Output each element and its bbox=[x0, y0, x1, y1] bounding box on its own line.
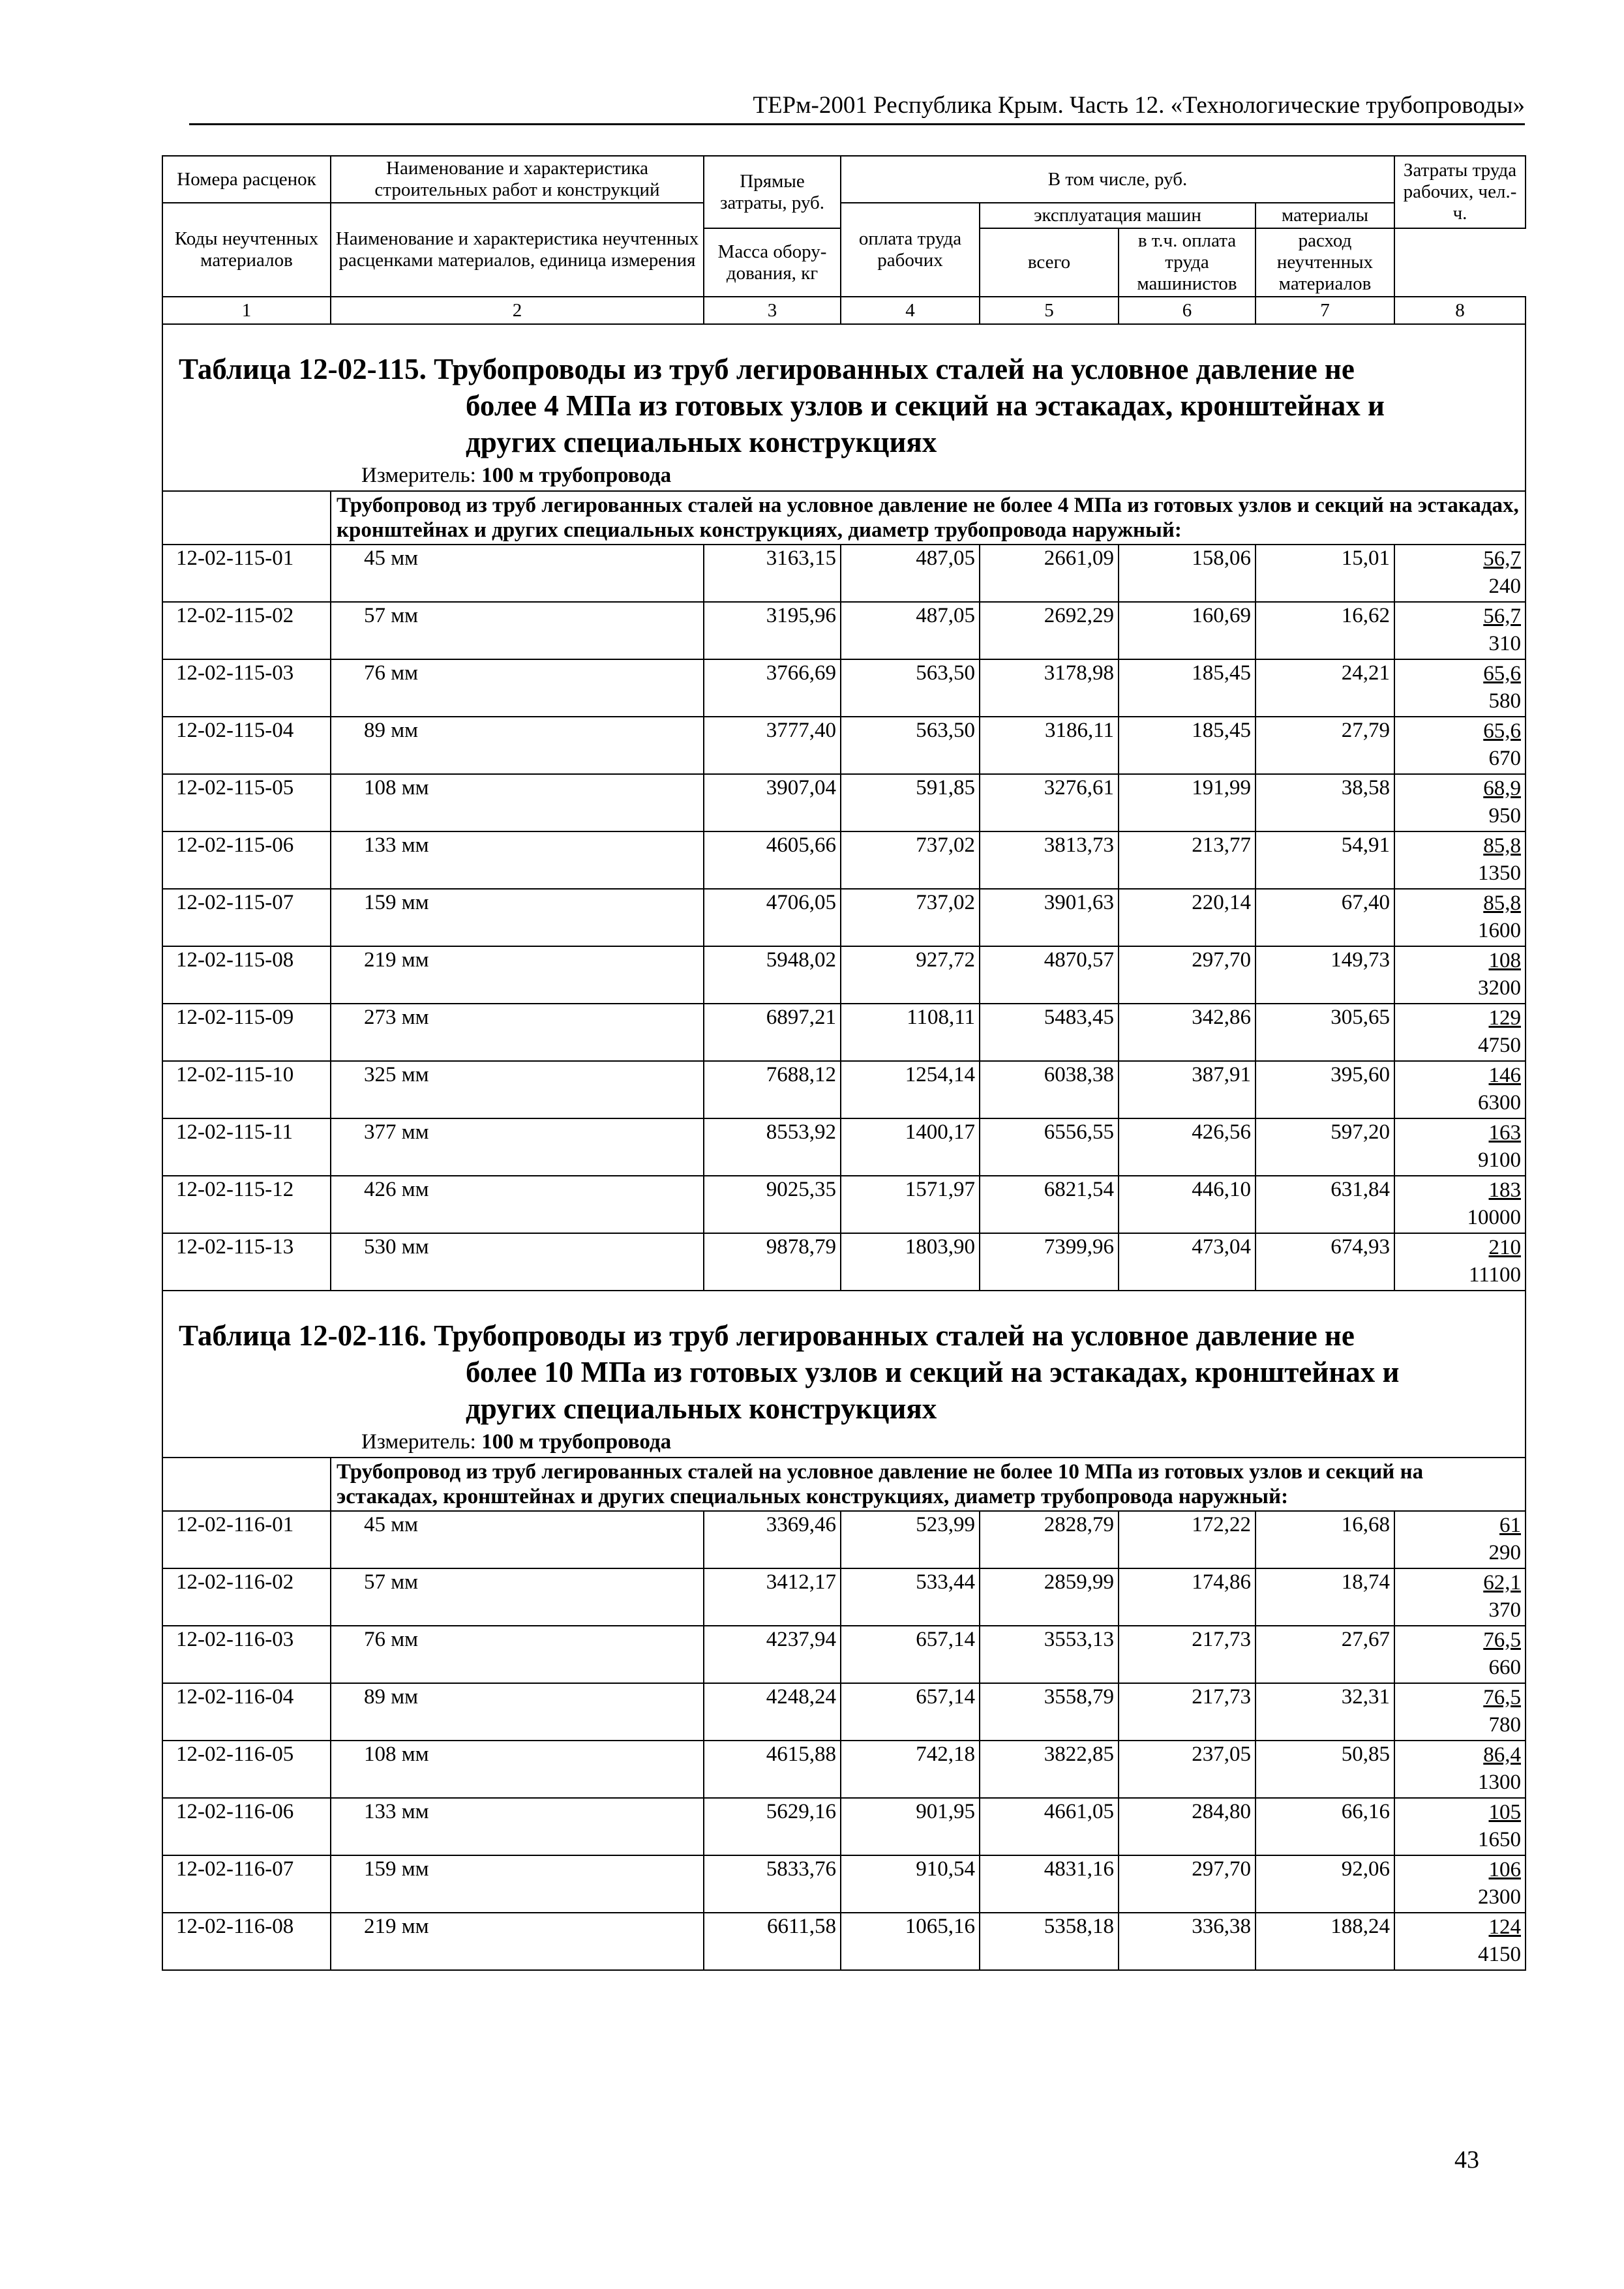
table-row bbox=[162, 602, 1526, 659]
cell-direct: 4605,66 bbox=[704, 831, 841, 889]
header-col2-top: Наименование и характеристика строительных работ и конструкций bbox=[331, 156, 704, 203]
rate-name: 219 мм bbox=[331, 946, 704, 1004]
cell-machines: 2692,29 bbox=[980, 602, 1119, 659]
table-row bbox=[162, 1004, 1526, 1061]
rate-code: 12-02-116-05 bbox=[162, 1741, 331, 1798]
rate-name: 219 мм bbox=[331, 1913, 704, 1970]
cell-operators: 446,10 bbox=[1119, 1176, 1256, 1233]
rate-name: 57 мм bbox=[331, 1568, 704, 1626]
cell-materials: 92,06 bbox=[1256, 1855, 1394, 1913]
equipment-mass: 1300 bbox=[1478, 1771, 1521, 1794]
cell-machines: 3822,85 bbox=[980, 1741, 1119, 1798]
table-row bbox=[162, 1741, 1526, 1798]
rate-name: 325 мм bbox=[331, 1061, 704, 1118]
rate-code: 12-02-116-01 bbox=[162, 1511, 331, 1568]
cell-materials: 674,93 bbox=[1256, 1233, 1394, 1291]
table-title bbox=[163, 325, 1525, 490]
cell-direct: 6611,58 bbox=[704, 1913, 841, 1970]
table-title-line: более 4 МПа из готовых узлов и секций на эстакадах, кронштейнах и bbox=[466, 389, 1385, 422]
cell-materials: 16,62 bbox=[1256, 602, 1394, 659]
cell-materials: 395,60 bbox=[1256, 1061, 1394, 1118]
cell-machines: 3901,63 bbox=[980, 889, 1119, 946]
cell-direct: 3163,15 bbox=[704, 545, 841, 602]
table-row bbox=[162, 1061, 1526, 1118]
rate-code: 12-02-116-08 bbox=[162, 1913, 331, 1970]
cell-operators: 185,45 bbox=[1119, 717, 1256, 774]
cell-labor-mass bbox=[1394, 1061, 1526, 1118]
table-row bbox=[162, 1683, 1526, 1741]
rate-name: 89 мм bbox=[331, 1683, 704, 1741]
equipment-mass: 3200 bbox=[1478, 976, 1521, 1000]
group-row bbox=[162, 1458, 1526, 1511]
cell-labor-mass bbox=[1394, 1511, 1526, 1568]
rate-name: 273 мм bbox=[331, 1004, 704, 1061]
table-title-cell bbox=[162, 324, 1526, 491]
header-materials: материалы bbox=[1256, 203, 1394, 228]
rate-code: 12-02-116-06 bbox=[162, 1798, 331, 1855]
labor-hours: 65,6 bbox=[1483, 662, 1521, 685]
rate-name: 76 мм bbox=[331, 1626, 704, 1683]
cell-operators: 426,56 bbox=[1119, 1118, 1256, 1176]
rate-code: 12-02-115-03 bbox=[162, 659, 331, 717]
cell-direct: 3907,04 bbox=[704, 774, 841, 831]
table-title-line: других специальных конструкциях bbox=[466, 426, 937, 458]
column-number: 6 bbox=[1119, 297, 1256, 324]
measure-unit bbox=[179, 460, 1525, 490]
labor-hours: 56,7 bbox=[1483, 547, 1521, 571]
group-empty-cell bbox=[162, 491, 331, 545]
header-col6: в т.ч. оплата труда машинистов bbox=[1119, 228, 1256, 297]
table-row bbox=[162, 1626, 1526, 1683]
cell-machines: 3178,98 bbox=[980, 659, 1119, 717]
equipment-mass: 240 bbox=[1488, 575, 1521, 598]
table-row bbox=[162, 1176, 1526, 1233]
table-title-line: Таблица 12-02-116. Трубопроводы из труб легированных сталей на условное давление не bbox=[179, 1319, 1355, 1352]
group-description: Трубопровод из труб легированных сталей на условное давление не более 4 МПа из готовых узлов и секций на эстакадах, кронштейнах и других специальных конструкциях, диаметр трубопровода наружный: bbox=[331, 491, 1526, 545]
cell-labor-mass bbox=[1394, 1855, 1526, 1913]
rate-name: 45 мм bbox=[331, 1511, 704, 1568]
table-title-row bbox=[162, 1291, 1526, 1458]
labor-hours: 129 bbox=[1488, 1006, 1521, 1030]
labor-hours: 65,6 bbox=[1483, 719, 1521, 743]
table-title-line: других специальных конструкциях bbox=[466, 1392, 937, 1425]
labor-hours: 62,1 bbox=[1483, 1571, 1521, 1594]
cell-direct: 3412,17 bbox=[704, 1568, 841, 1626]
cell-labor: 1254,14 bbox=[841, 1061, 980, 1118]
cell-materials: 149,73 bbox=[1256, 946, 1394, 1004]
cell-labor-mass bbox=[1394, 1798, 1526, 1855]
table-row bbox=[162, 1568, 1526, 1626]
cell-operators: 336,38 bbox=[1119, 1913, 1256, 1970]
table-row bbox=[162, 1855, 1526, 1913]
cell-machines: 3186,11 bbox=[980, 717, 1119, 774]
header-col8-top: Затраты труда рабочих, чел.-ч. bbox=[1394, 156, 1526, 228]
group-description: Трубопровод из труб легированных сталей на условное давление не более 10 МПа из готовых узлов и секций на эстакадах, кронштейнах и других специальных конструкциях, диаметр трубопровода наружный: bbox=[331, 1458, 1526, 1511]
labor-hours: 56,7 bbox=[1483, 605, 1521, 628]
cell-direct: 3777,40 bbox=[704, 717, 841, 774]
table-row bbox=[162, 946, 1526, 1004]
labor-hours: 61 bbox=[1499, 1514, 1521, 1537]
rate-code: 12-02-115-05 bbox=[162, 774, 331, 831]
cell-operators: 297,70 bbox=[1119, 1855, 1256, 1913]
header-col4: оплата труда рабочих bbox=[841, 203, 980, 297]
table-title-line: Таблица 12-02-115. Трубопроводы из труб легированных сталей на условное давление не bbox=[179, 353, 1355, 385]
cell-materials: 16,68 bbox=[1256, 1511, 1394, 1568]
cell-labor-mass bbox=[1394, 1913, 1526, 1970]
rate-name: 76 мм bbox=[331, 659, 704, 717]
labor-hours: 76,5 bbox=[1483, 1628, 1521, 1652]
cell-labor: 591,85 bbox=[841, 774, 980, 831]
table-title bbox=[163, 1291, 1525, 1457]
cell-labor: 742,18 bbox=[841, 1741, 980, 1798]
labor-hours: 210 bbox=[1488, 1236, 1521, 1259]
cell-materials: 38,58 bbox=[1256, 774, 1394, 831]
table-row bbox=[162, 831, 1526, 889]
table-row bbox=[162, 1511, 1526, 1568]
cell-machines: 2828,79 bbox=[980, 1511, 1119, 1568]
rate-code: 12-02-115-10 bbox=[162, 1061, 331, 1118]
cell-labor: 737,02 bbox=[841, 831, 980, 889]
rate-code: 12-02-115-08 bbox=[162, 946, 331, 1004]
cell-machines: 4661,05 bbox=[980, 1798, 1119, 1855]
rate-code: 12-02-115-06 bbox=[162, 831, 331, 889]
header-col5: всего bbox=[980, 228, 1119, 297]
rate-code: 12-02-116-04 bbox=[162, 1683, 331, 1741]
header-col3: Прямые затраты, руб. bbox=[704, 156, 841, 228]
equipment-mass: 310 bbox=[1488, 632, 1521, 655]
rate-code: 12-02-115-09 bbox=[162, 1004, 331, 1061]
cell-labor-mass bbox=[1394, 659, 1526, 717]
measure-value: 100 м трубопровода bbox=[481, 1430, 672, 1454]
cell-direct: 5833,76 bbox=[704, 1855, 841, 1913]
cell-materials: 18,74 bbox=[1256, 1568, 1394, 1626]
measure-label: Измеритель: bbox=[361, 1430, 476, 1454]
rate-code: 12-02-115-11 bbox=[162, 1118, 331, 1176]
measure-unit bbox=[179, 1427, 1525, 1457]
cell-labor: 523,99 bbox=[841, 1511, 980, 1568]
cell-operators: 237,05 bbox=[1119, 1741, 1256, 1798]
cell-labor: 487,05 bbox=[841, 545, 980, 602]
equipment-mass: 670 bbox=[1488, 747, 1521, 770]
cell-labor-mass bbox=[1394, 602, 1526, 659]
cell-labor: 1571,97 bbox=[841, 1176, 980, 1233]
header-col8-bottom: Масса обору-дования, кг bbox=[704, 228, 841, 297]
cell-labor-mass bbox=[1394, 946, 1526, 1004]
header-machines: эксплуатация машин bbox=[980, 203, 1256, 228]
cell-machines: 3558,79 bbox=[980, 1683, 1119, 1741]
labor-hours: 68,9 bbox=[1483, 777, 1521, 800]
cell-machines: 3553,13 bbox=[980, 1626, 1119, 1683]
column-number: 2 bbox=[331, 297, 704, 324]
measure-label: Измеритель: bbox=[361, 464, 476, 487]
rate-name: 426 мм bbox=[331, 1176, 704, 1233]
labor-hours: 76,5 bbox=[1483, 1686, 1521, 1709]
labor-hours: 85,8 bbox=[1483, 834, 1521, 858]
equipment-mass: 10000 bbox=[1467, 1206, 1521, 1229]
cell-direct: 4615,88 bbox=[704, 1741, 841, 1798]
cell-materials: 188,24 bbox=[1256, 1913, 1394, 1970]
column-number: 7 bbox=[1256, 297, 1394, 324]
measure-value: 100 м трубопровода bbox=[481, 464, 672, 487]
labor-hours: 108 bbox=[1488, 949, 1521, 972]
cell-machines: 5483,45 bbox=[980, 1004, 1119, 1061]
cell-direct: 3195,96 bbox=[704, 602, 841, 659]
cell-operators: 342,86 bbox=[1119, 1004, 1256, 1061]
rate-code: 12-02-115-13 bbox=[162, 1233, 331, 1291]
column-number: 3 bbox=[704, 297, 841, 324]
document-body bbox=[162, 155, 1525, 1971]
equipment-mass: 2300 bbox=[1478, 1885, 1521, 1909]
equipment-mass: 11100 bbox=[1468, 1263, 1521, 1287]
cell-machines: 2859,99 bbox=[980, 1568, 1119, 1626]
cell-operators: 191,99 bbox=[1119, 774, 1256, 831]
labor-hours: 106 bbox=[1488, 1858, 1521, 1881]
equipment-mass: 580 bbox=[1488, 689, 1521, 713]
cell-direct: 9878,79 bbox=[704, 1233, 841, 1291]
column-number: 1 bbox=[162, 297, 331, 324]
equipment-mass: 1650 bbox=[1478, 1828, 1521, 1851]
cell-direct: 4706,05 bbox=[704, 889, 841, 946]
cell-labor: 1803,90 bbox=[841, 1233, 980, 1291]
cell-materials: 27,67 bbox=[1256, 1626, 1394, 1683]
rate-name: 108 мм bbox=[331, 774, 704, 831]
header-in-total: В том числе, руб. bbox=[841, 156, 1394, 203]
table-row bbox=[162, 774, 1526, 831]
cell-labor: 910,54 bbox=[841, 1855, 980, 1913]
header-col7: расход неучтенных материалов bbox=[1256, 228, 1394, 297]
table-row bbox=[162, 889, 1526, 946]
cell-direct: 4248,24 bbox=[704, 1683, 841, 1741]
cell-operators: 217,73 bbox=[1119, 1626, 1256, 1683]
cell-labor: 1400,17 bbox=[841, 1118, 980, 1176]
cell-materials: 631,84 bbox=[1256, 1176, 1394, 1233]
cell-operators: 217,73 bbox=[1119, 1683, 1256, 1741]
labor-hours: 86,4 bbox=[1483, 1743, 1521, 1767]
rate-code: 12-02-115-04 bbox=[162, 717, 331, 774]
cell-materials: 15,01 bbox=[1256, 545, 1394, 602]
cell-materials: 27,79 bbox=[1256, 717, 1394, 774]
cell-materials: 50,85 bbox=[1256, 1741, 1394, 1798]
table-row bbox=[162, 1233, 1526, 1291]
cell-materials: 54,91 bbox=[1256, 831, 1394, 889]
cell-labor-mass bbox=[1394, 1626, 1526, 1683]
page-header: ТЕРм-2001 Республика Крым. Часть 12. «Технологические трубопроводы» bbox=[189, 91, 1525, 125]
cell-labor: 563,50 bbox=[841, 717, 980, 774]
cell-operators: 220,14 bbox=[1119, 889, 1256, 946]
header-col2-bottom: Наименование и характеристика неучтенных расценками материалов, единица измерения bbox=[331, 203, 704, 297]
cell-operators: 160,69 bbox=[1119, 602, 1256, 659]
cell-machines: 6038,38 bbox=[980, 1061, 1119, 1118]
cell-labor-mass bbox=[1394, 774, 1526, 831]
cell-labor: 487,05 bbox=[841, 602, 980, 659]
cell-operators: 297,70 bbox=[1119, 946, 1256, 1004]
cell-labor-mass bbox=[1394, 545, 1526, 602]
header-col1-top: Номера расценок bbox=[162, 156, 331, 203]
column-number: 4 bbox=[841, 297, 980, 324]
cell-direct: 9025,35 bbox=[704, 1176, 841, 1233]
equipment-mass: 1600 bbox=[1478, 919, 1521, 942]
table-title-cell bbox=[162, 1291, 1526, 1458]
cell-operators: 473,04 bbox=[1119, 1233, 1256, 1291]
cell-labor: 563,50 bbox=[841, 659, 980, 717]
page-number: 43 bbox=[1454, 2146, 1479, 2174]
labor-hours: 183 bbox=[1488, 1178, 1521, 1202]
table-title-row bbox=[162, 324, 1526, 491]
cell-labor-mass bbox=[1394, 1118, 1526, 1176]
cell-materials: 67,40 bbox=[1256, 889, 1394, 946]
equipment-mass: 780 bbox=[1488, 1713, 1521, 1737]
cell-machines: 3813,73 bbox=[980, 831, 1119, 889]
header-column-numbers bbox=[162, 297, 1526, 324]
group-empty-cell bbox=[162, 1458, 331, 1511]
labor-hours: 146 bbox=[1488, 1064, 1521, 1087]
cell-materials: 597,20 bbox=[1256, 1118, 1394, 1176]
rate-name: 108 мм bbox=[331, 1741, 704, 1798]
cell-direct: 3369,46 bbox=[704, 1511, 841, 1568]
cell-operators: 213,77 bbox=[1119, 831, 1256, 889]
equipment-mass: 290 bbox=[1488, 1541, 1521, 1564]
table-header bbox=[162, 156, 1526, 324]
cell-labor: 657,14 bbox=[841, 1683, 980, 1741]
cell-direct: 5948,02 bbox=[704, 946, 841, 1004]
rate-name: 89 мм bbox=[331, 717, 704, 774]
cell-operators: 185,45 bbox=[1119, 659, 1256, 717]
cell-labor-mass bbox=[1394, 889, 1526, 946]
equipment-mass: 4150 bbox=[1478, 1943, 1521, 1966]
cell-direct: 4237,94 bbox=[704, 1626, 841, 1683]
cell-direct: 5629,16 bbox=[704, 1798, 841, 1855]
table-row bbox=[162, 717, 1526, 774]
equipment-mass: 9100 bbox=[1478, 1148, 1521, 1172]
rate-name: 133 мм bbox=[331, 831, 704, 889]
cell-labor-mass bbox=[1394, 1176, 1526, 1233]
cell-materials: 305,65 bbox=[1256, 1004, 1394, 1061]
labor-hours: 85,8 bbox=[1483, 891, 1521, 915]
cell-machines: 6556,55 bbox=[980, 1118, 1119, 1176]
cell-labor-mass bbox=[1394, 1233, 1526, 1291]
rate-code: 12-02-115-02 bbox=[162, 602, 331, 659]
cell-direct: 6897,21 bbox=[704, 1004, 841, 1061]
rate-code: 12-02-115-12 bbox=[162, 1176, 331, 1233]
table-row bbox=[162, 659, 1526, 717]
cell-labor: 533,44 bbox=[841, 1568, 980, 1626]
cell-operators: 387,91 bbox=[1119, 1061, 1256, 1118]
cell-labor: 927,72 bbox=[841, 946, 980, 1004]
column-number: 5 bbox=[980, 297, 1119, 324]
equipment-mass: 6300 bbox=[1478, 1091, 1521, 1115]
cell-labor-mass bbox=[1394, 1568, 1526, 1626]
header-col1-bottom: Коды неучтенных материалов bbox=[162, 203, 331, 297]
table-row bbox=[162, 545, 1526, 602]
cell-labor-mass bbox=[1394, 831, 1526, 889]
cell-labor: 1108,11 bbox=[841, 1004, 980, 1061]
cell-operators: 172,22 bbox=[1119, 1511, 1256, 1568]
rate-name: 530 мм bbox=[331, 1233, 704, 1291]
cell-labor-mass bbox=[1394, 1004, 1526, 1061]
equipment-mass: 1350 bbox=[1478, 861, 1521, 885]
group-row bbox=[162, 491, 1526, 545]
rate-code: 12-02-115-01 bbox=[162, 545, 331, 602]
cell-machines: 4831,16 bbox=[980, 1855, 1119, 1913]
labor-hours: 105 bbox=[1488, 1801, 1521, 1824]
cell-materials: 66,16 bbox=[1256, 1798, 1394, 1855]
equipment-mass: 950 bbox=[1488, 804, 1521, 828]
table-row bbox=[162, 1798, 1526, 1855]
rate-name: 159 мм bbox=[331, 1855, 704, 1913]
cell-machines: 5358,18 bbox=[980, 1913, 1119, 1970]
cell-labor: 737,02 bbox=[841, 889, 980, 946]
cell-direct: 8553,92 bbox=[704, 1118, 841, 1176]
cell-machines: 7399,96 bbox=[980, 1233, 1119, 1291]
cell-machines: 3276,61 bbox=[980, 774, 1119, 831]
cell-materials: 24,21 bbox=[1256, 659, 1394, 717]
equipment-mass: 4750 bbox=[1478, 1034, 1521, 1057]
cell-machines: 4870,57 bbox=[980, 946, 1119, 1004]
equipment-mass: 660 bbox=[1488, 1656, 1521, 1679]
rate-code: 12-02-116-03 bbox=[162, 1626, 331, 1683]
rate-name: 159 мм bbox=[331, 889, 704, 946]
cell-labor-mass bbox=[1394, 1741, 1526, 1798]
cell-labor: 657,14 bbox=[841, 1626, 980, 1683]
cell-labor: 901,95 bbox=[841, 1798, 980, 1855]
rate-name: 57 мм bbox=[331, 602, 704, 659]
cell-machines: 2661,09 bbox=[980, 545, 1119, 602]
cell-machines: 6821,54 bbox=[980, 1176, 1119, 1233]
table-row bbox=[162, 1913, 1526, 1970]
rate-code: 12-02-116-07 bbox=[162, 1855, 331, 1913]
cell-operators: 284,80 bbox=[1119, 1798, 1256, 1855]
rate-name: 45 мм bbox=[331, 545, 704, 602]
rate-code: 12-02-115-07 bbox=[162, 889, 331, 946]
cell-labor-mass bbox=[1394, 1683, 1526, 1741]
rates-table bbox=[162, 155, 1526, 1971]
cell-operators: 158,06 bbox=[1119, 545, 1256, 602]
equipment-mass: 370 bbox=[1488, 1598, 1521, 1622]
cell-direct: 3766,69 bbox=[704, 659, 841, 717]
table-title-line: более 10 МПа из готовых узлов и секций на эстакадах, кронштейнах и bbox=[466, 1356, 1400, 1388]
column-number: 8 bbox=[1394, 297, 1526, 324]
rate-name: 133 мм bbox=[331, 1798, 704, 1855]
cell-operators: 174,86 bbox=[1119, 1568, 1256, 1626]
rate-name: 377 мм bbox=[331, 1118, 704, 1176]
cell-labor: 1065,16 bbox=[841, 1913, 980, 1970]
table-body bbox=[162, 324, 1526, 1970]
table-row bbox=[162, 1118, 1526, 1176]
labor-hours: 163 bbox=[1488, 1121, 1521, 1144]
rate-code: 12-02-116-02 bbox=[162, 1568, 331, 1626]
labor-hours: 124 bbox=[1488, 1915, 1521, 1939]
cell-labor-mass bbox=[1394, 717, 1526, 774]
cell-materials: 32,31 bbox=[1256, 1683, 1394, 1741]
cell-direct: 7688,12 bbox=[704, 1061, 841, 1118]
